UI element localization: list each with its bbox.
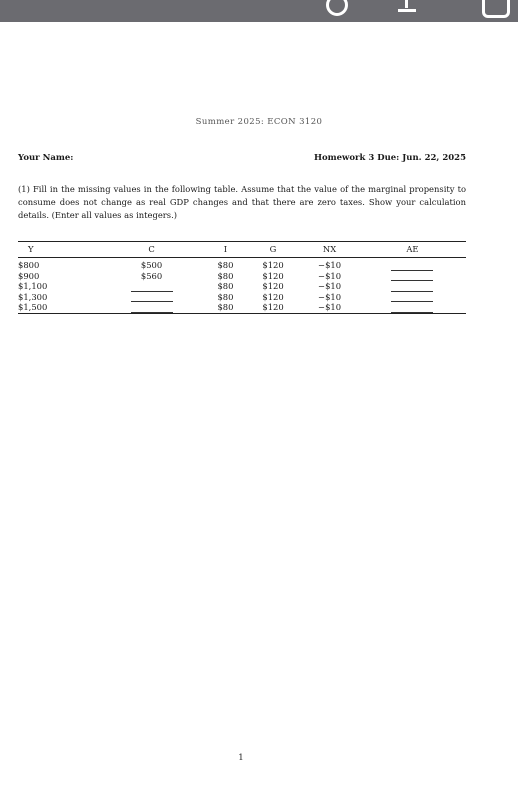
table-row [18,258,466,271]
search-icon[interactable] [326,0,348,16]
cell-y [18,302,98,313]
document-page [0,22,518,806]
cell-value: $120 [262,291,284,302]
cell-y [18,258,98,271]
col-header-nx: NX [300,242,359,258]
cell-i [205,281,246,292]
question-text: (1) Fill in the missing values in the following table. Assume that the value of the marginal propensity to consume does not change as real GDP changes and that there are zero taxes. Show your calculation details. (Enter all values as integers.) [18,184,466,220]
cell-g [246,271,300,282]
share-icon[interactable] [398,0,416,12]
name-row [18,153,466,163]
cell-nx [300,281,359,292]
cell-ae[interactable] [359,292,466,303]
course-header: Summer 2025: ECON 3120 [195,117,323,127]
col-header-y: Y [18,242,98,258]
cell-value: $1,500 [18,302,48,313]
cell-value: $80 [217,302,234,313]
cell-c [98,271,205,282]
cell-ae[interactable] [359,302,466,313]
cell-g [246,281,300,292]
cell-ae[interactable] [359,258,466,271]
cell-c [98,258,205,271]
cell-ae[interactable] [359,281,466,292]
answer-blank[interactable] [391,263,433,271]
cell-value: $80 [217,291,234,302]
table-row [18,292,466,303]
cell-value: −$10 [318,291,342,302]
cell-y [18,271,98,282]
cell-g [246,292,300,303]
answer-blank[interactable] [391,284,433,292]
table-row [18,302,466,313]
cell-i [205,258,246,271]
answer-blank[interactable] [131,284,173,292]
cell-value: $80 [217,260,234,270]
col-header-c: C [98,242,205,258]
table-row [18,281,466,292]
cell-value: −$10 [318,260,342,270]
cell-value: $120 [262,302,284,313]
cell-value: $120 [262,281,284,292]
cell-c[interactable] [98,302,205,313]
cell-g [246,302,300,313]
cell-i [205,292,246,303]
cell-value: $800 [18,260,40,270]
cell-value: $80 [217,281,234,292]
ae-table [18,241,466,314]
cell-c[interactable] [98,292,205,303]
table-row [18,271,466,282]
cell-i [205,271,246,282]
cell-value: $1,300 [18,291,48,302]
cell-value: $120 [262,270,284,281]
cell-nx [300,258,359,271]
cell-value: −$10 [318,270,342,281]
answer-blank[interactable] [391,294,433,302]
homework-due-label: Homework 3 Due: Jun. 22, 2025 [313,153,466,163]
cell-nx [300,302,359,313]
cell-g [246,258,300,271]
cell-value: $1,100 [18,281,48,292]
answer-blank[interactable] [131,305,173,313]
cell-value: $120 [262,260,284,270]
table-header-row [18,242,466,258]
col-header-i: I [205,242,246,258]
cell-value: $500 [140,260,163,270]
cell-nx [300,292,359,303]
cell-y [18,292,98,303]
cell-value: $80 [217,270,234,281]
top-toolbar [0,0,518,22]
cell-c[interactable] [98,281,205,292]
your-name-label: Your Name: [18,153,74,163]
cell-value: −$10 [318,302,342,313]
answer-blank[interactable] [131,294,173,302]
answer-blank[interactable] [391,273,433,281]
cell-y [18,281,98,292]
col-header-g: G [246,242,300,258]
page-number: 1 [238,753,244,763]
cell-value: $900 [18,270,40,281]
cell-ae[interactable] [359,271,466,282]
cell-value: −$10 [318,281,342,292]
cell-i [205,302,246,313]
cell-value: $560 [140,270,163,281]
answer-blank[interactable] [391,305,433,313]
tabs-icon[interactable] [482,0,510,18]
col-header-ae: AE [359,242,466,258]
cell-nx [300,271,359,282]
